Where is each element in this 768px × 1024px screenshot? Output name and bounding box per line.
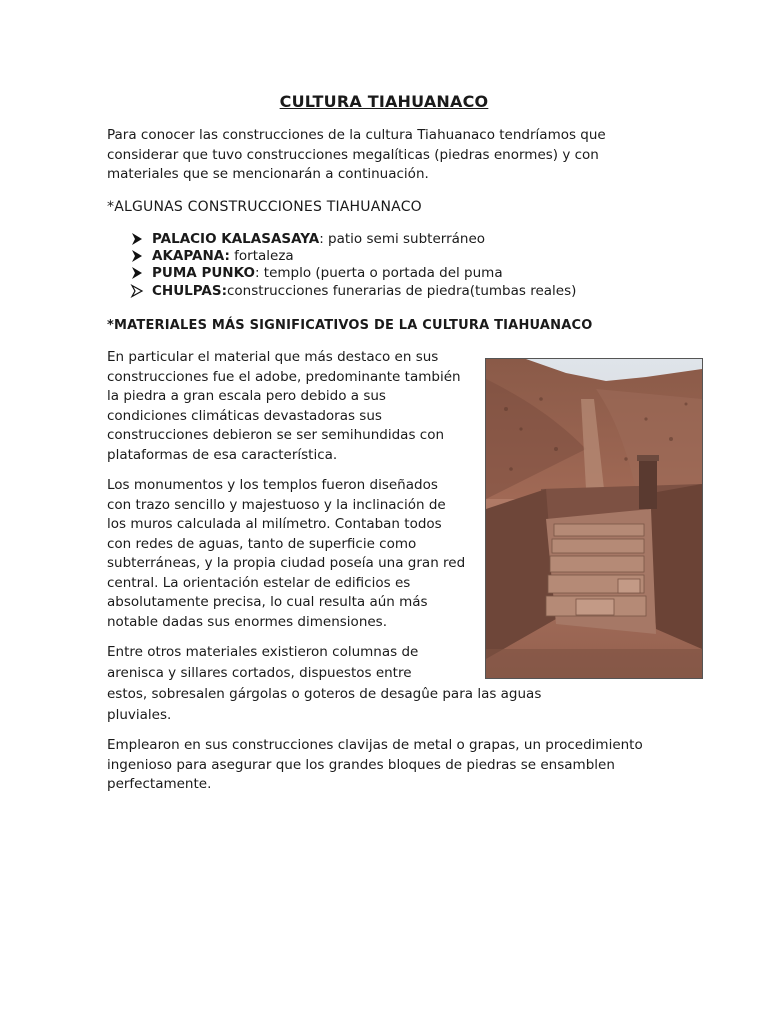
section-heading-materials: *MATERIALES MÁS SIGNIFICATIVOS DE LA CULTURA TIAHUANACO (107, 318, 593, 333)
intro-line: materiales que se mencionarán a continuación. (107, 166, 429, 182)
constructions-list (130, 231, 576, 300)
filled-arrow-icon (130, 266, 144, 280)
para-line: construcciones debieron se ser semihundidas con (107, 427, 445, 443)
intro-paragraph (107, 126, 662, 185)
para-line: Los monumentos y los templos fueron diseñados (107, 477, 438, 493)
page-title: CULTURA TIAHUANACO (279, 92, 489, 111)
para-line: pluviales. (107, 707, 172, 723)
para-line: los muros calculada al milímetro. Contaban todos (107, 516, 442, 532)
para-line: absolutamente precisa, lo cual resulta aún más (107, 594, 428, 610)
intro-line: considerar que tuvo construcciones megalíticas (piedras enormes) y con (107, 146, 599, 163)
list-item (130, 265, 576, 282)
construction-term: CHULPAS: (152, 282, 227, 299)
construction-term: PUMA PUNKO (152, 265, 255, 282)
para-line: con redes de aguas, tanto de superficie como (107, 535, 417, 552)
construction-term: PALACIO KALASASAYA (152, 231, 320, 247)
hollow-arrow-icon (130, 284, 144, 298)
para-line: subterráneas, y la propia ciudad poseía una gran red (107, 555, 466, 571)
para-line: condiciones climáticas devastadoras sus (107, 407, 382, 424)
para-line: central. La orientación estelar de edificios es (107, 574, 411, 591)
temple-photo-illustration (486, 359, 702, 678)
construction-desc: : patio semi subterráneo (319, 231, 486, 247)
intro-line: Para conocer las construcciones de la cultura Tiahuanaco tendríamos que (107, 127, 606, 143)
para-line: notable dadas sus enormes dimensiones. (107, 613, 387, 630)
list-item (130, 248, 576, 265)
construction-desc: fortaleza (229, 248, 294, 265)
temple-photo (485, 358, 703, 679)
para-line: perfectamente. (107, 776, 212, 792)
para-line: estos, sobresalen gárgolas o goteros de desagûe para las aguas (107, 686, 542, 702)
construction-desc: construcciones funerarias de piedra(tumbas reales) (227, 282, 577, 299)
para-line: con trazo sencillo y majestuoso y la inclinación de (107, 496, 446, 513)
materials-paragraph-1 (107, 348, 477, 465)
para-line: la piedra a gran escala pero debido a sus (107, 388, 386, 404)
list-item (130, 283, 576, 300)
para-line: plataformas de esa característica. (107, 446, 338, 463)
list-item (130, 231, 576, 248)
filled-arrow-icon (130, 249, 144, 263)
para-line: arenisca y sillares cortados, dispuestos entre (107, 665, 412, 681)
filled-arrow-icon (130, 232, 144, 246)
materials-paragraph-4 (107, 736, 662, 795)
materials-paragraph-2 (107, 476, 477, 632)
section-heading-constructions: *ALGUNAS CONSTRUCCIONES TIAHUANACO (107, 199, 422, 215)
para-line: En particular el material que más destaco en sus (107, 349, 439, 365)
para-line: Emplearon en sus construcciones clavijas de metal o grapas, un procedimiento (107, 737, 643, 753)
para-line: construcciones fue el adobe, predominante también (107, 368, 461, 385)
construction-desc: : templo (puerta o portada del puma (254, 265, 503, 282)
para-line: Entre otros materiales existieron columnas de (107, 644, 419, 660)
para-line: ingenioso para asegurar que los grandes bloques de piedras se ensamblen (107, 756, 615, 773)
construction-term: AKAPANA: (152, 248, 230, 265)
